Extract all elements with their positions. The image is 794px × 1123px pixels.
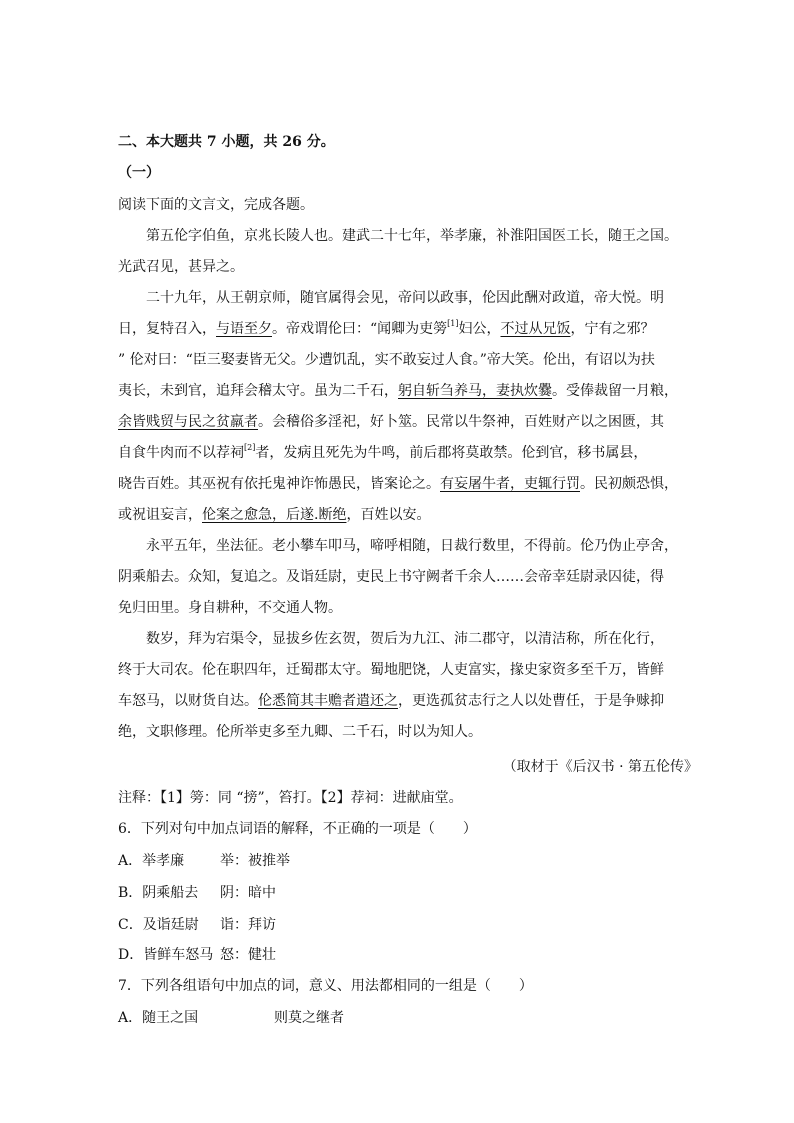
text-span: ，百姓以安。: [346, 507, 431, 523]
passage-line: 二十九年，从王朝京师，随官属得会见，帝问以政事，伦因此酬对政道，帝大悦。明: [146, 290, 664, 306]
footnotes: 注释：【1】篣：同 “搒”，笞打。【2】荐祠：进献庙堂。: [118, 790, 463, 806]
footnote-marker: [1]: [447, 319, 459, 329]
option-gloss: 阴：暗中: [220, 885, 276, 901]
text-span: 妇公，: [458, 321, 501, 337]
underlined-phrase: 余皆贱贸与民之贫羸者: [118, 414, 258, 430]
option-gloss: 诣：拜访: [220, 917, 276, 933]
option-label: B．阴乘船去: [118, 885, 199, 901]
passage-line: ” 伦对曰：“臣三娶妻皆无父。少遭饥乱，实不敢妄过人食。”帝大笑。伦出，有诏以为扶: [118, 352, 655, 368]
text-span: 或祝诅妄言，: [118, 507, 202, 523]
text-span: 晓告百姓。其巫祝有依托鬼神诈怖愚民，皆案论之。: [118, 476, 440, 492]
passage-line: 光武召见，甚异之。: [118, 259, 244, 275]
text-span: ，宁有之邪？: [570, 321, 655, 337]
option-label: D．皆鲜车怒马: [118, 947, 214, 963]
option-right: 则莫之继者: [274, 1010, 344, 1026]
underlined-phrase: 躬自斩刍养马，妻执炊爨: [398, 383, 552, 399]
underlined-phrase: 不过从兄饭: [500, 321, 571, 337]
text-span: 。受俸裁留一月粮，: [552, 383, 678, 399]
passage-line: [118, 444, 678, 462]
passage-line: 永平五年，坐法征。老小攀车叩马，啼呼相随，日裁行数里，不得前。伦乃伪止亭舍，: [146, 538, 678, 554]
text-span: 。会稽俗多淫祀，好卜筮。民常以牛祭神，百姓财产以之困匮，其: [258, 414, 664, 430]
text-span: 日，复特召入，: [118, 321, 216, 337]
underlined-phrase: 与语至夕: [216, 321, 272, 337]
option-label: A．举孝廉: [118, 853, 185, 869]
passage-line: [118, 692, 678, 710]
passage-line: 数岁，拜为宕渠令，显拔乡佐玄贺，贺后为九江、沛二郡守，以清洁称，所在化行，: [146, 631, 664, 647]
text-span: 车怒马，以财货自达。: [118, 693, 258, 709]
passage-line: [118, 475, 678, 493]
option-gloss: 怒：健壮: [220, 947, 276, 963]
passage-line: 第五伦字伯鱼，京兆长陵人也。建武二十七年，举孝廉，补淮阳国医工长，随王之国。: [146, 228, 678, 244]
question-6-stem: 6．下列对句中加点词语的解释，不正确的一项是（ ）: [118, 821, 477, 837]
option-gloss: 举：被推举: [220, 853, 290, 869]
instruction: 阅读下面的文言文，完成各题。: [118, 197, 314, 213]
passage-line: [118, 413, 678, 431]
text-span: 。帝戏谓伦曰：“闻卿为吏篣: [272, 321, 448, 337]
footnote-marker: [2]: [244, 443, 256, 453]
text-span: 自食牛肉而不以荐祠: [118, 445, 244, 461]
source-citation: （取材于《后汉书 · 第五伦传》: [502, 759, 698, 775]
passage-line: [118, 382, 678, 400]
passage-line: 阴乘船去。众知，复追之。及诣廷尉，吏民上书守阙者千余人……会帝幸廷尉录囚徒，得: [118, 569, 664, 585]
underlined-phrase: 有妄屠牛者，吏辄行罚: [440, 476, 580, 492]
option-label: A．随王之国: [118, 1010, 199, 1026]
passage-line: 免归田里。身自耕种，不交通人物。: [118, 600, 342, 616]
underlined-phrase: 伦悉简其丰赡者遣还之: [258, 693, 398, 709]
passage-line: 绝，文职修理。伦所举吏多至九卿、二千石，时以为知人。: [118, 724, 482, 740]
passage-line: [118, 320, 678, 338]
underlined-phrase: 伦案之愈急，后遂.断绝: [202, 507, 347, 523]
section-heading: 二、本大题共 7 小题，共 26 分。: [118, 134, 335, 150]
question-7-stem: 7．下列各组语句中加点的词，意义、用法都相同的一组是（ ）: [118, 978, 533, 994]
text-span: 者，发病且死先为牛鸣，前后郡将莫敢禁。伦到官，移书属县，: [255, 445, 648, 461]
option-label: C．及诣廷尉: [118, 917, 199, 933]
passage-line: [118, 506, 678, 524]
passage-line: 终于大司农。伦在职四年，迁蜀郡太守。蜀地肥饶，人吏富实，掾史家资多至千万，皆鲜: [118, 662, 664, 678]
text-span: ，更选孤贫志行之人以处曹任，于是争赇抑: [398, 693, 664, 709]
text-span: 。民初颇恐惧，: [580, 476, 678, 492]
text-span: 夷长，未到官，追拜会稽太守。虽为二千石，: [118, 383, 398, 399]
part-label: （一）: [118, 165, 160, 181]
